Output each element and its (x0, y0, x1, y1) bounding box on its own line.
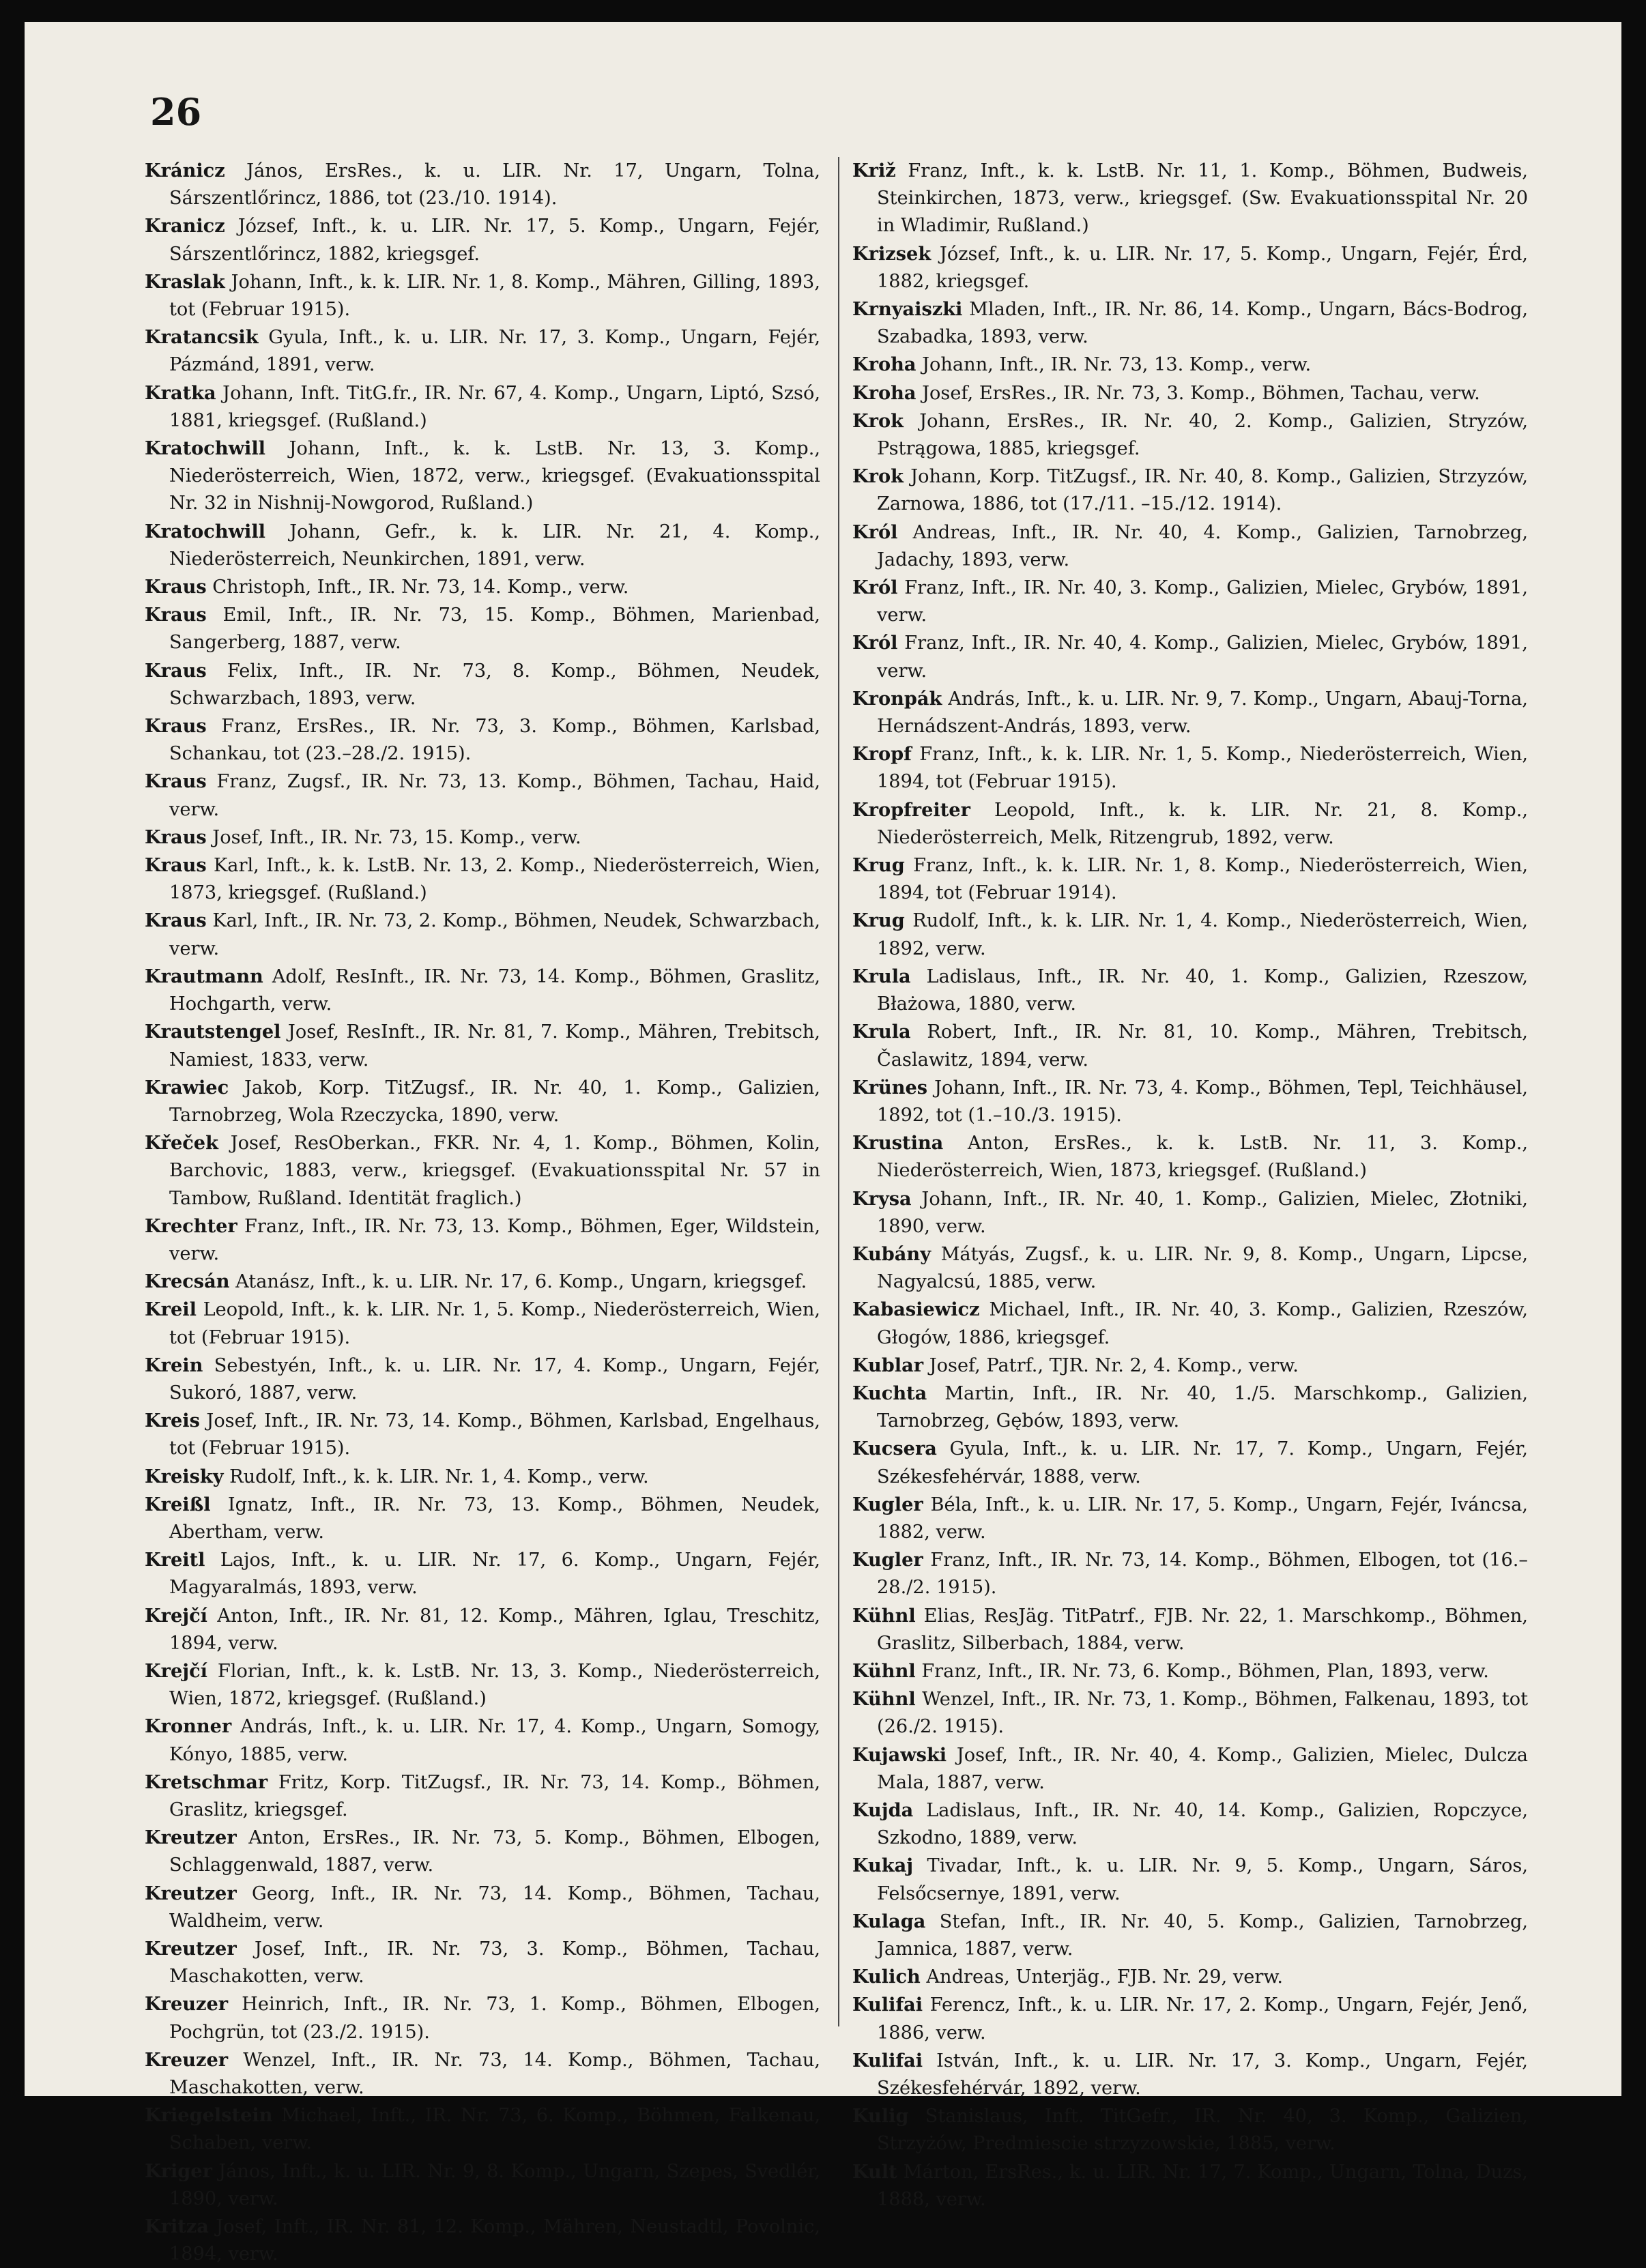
entry-surname: Krug (852, 854, 905, 877)
register-entry (145, 1129, 820, 1212)
register-entry (145, 2157, 820, 2213)
entry-details: István, Inft., k. u. LIR. Nr. 17, 3. Komp., Ungarn, Fejér, Székesfehérvár, 1892, verw. (877, 2050, 1528, 2099)
register-entry (852, 2158, 1528, 2213)
entry-details: Tivadar, Inft., k. u. LIR. Nr. 9, 5. Komp., Ungarn, Sáros, Felsőcsernye, 1891, verw. (877, 1855, 1528, 1904)
register-entry (145, 435, 820, 518)
register-entry (852, 963, 1528, 1018)
left-column (145, 157, 820, 2268)
register-entry (145, 2046, 820, 2102)
entry-details: János, ErsRes., k. u. LIR. Nr. 17, Ungarn, Tolna, Sárszentlőrincz, 1886, tot (23./10. 1914). (169, 160, 820, 209)
entry-details: Heinrich, Inft., IR. Nr. 73, 1. Komp., Böhmen, Elbogen, Pochgrün, tot (23./2. 1915). (169, 1994, 820, 2043)
entry-surname: Křeček (145, 1132, 218, 1154)
entry-details: Florian, Inft., k. k. LstB. Nr. 13, 3. Komp., Niederösterreich, Wien, 1872, kriegsgef. (Rußland.) (169, 1660, 820, 1710)
entry-details: Franz, Inft., IR. Nr. 40, 3. Komp., Galizien, Mielec, Grybów, 1891, verw. (877, 577, 1528, 626)
entry-details: Ignatz, Inft., IR. Nr. 73, 13. Komp., Böhmen, Neudek, Abertham, verw. (169, 1494, 820, 1543)
entry-details: Felix, Inft., IR. Nr. 73, 8. Komp., Böhmen, Neudek, Schwarzbach, 1893, verw. (169, 660, 820, 709)
entry-surname: Krustina (852, 1132, 944, 1154)
entry-details: Franz, Inft., k. k. LIR. Nr. 1, 8. Komp., Niederösterreich, Wien, 1894, tot (Februar 1914). (877, 855, 1528, 904)
entry-details: Jakob, Korp. TitZugsf., IR. Nr. 40, 1. Komp., Galizien, Tarnobrzeg, Wola Rzeczycka, 1890, verw. (169, 1077, 820, 1126)
register-entry (145, 1824, 820, 1879)
entry-details: Josef, Inft., IR. Nr. 81, 12. Komp., Mähren, Neustadtl, Povolnic, 1894, verw. (169, 2216, 820, 2265)
document-page (25, 22, 1621, 2265)
entry-surname: Kreisky (145, 1465, 224, 1487)
register-entry (145, 1463, 820, 1491)
entry-details: András, Inft., k. u. LIR. Nr. 9, 7. Komp., Ungarn, Abauj-Torna, Hernádszent-András, 1893, verw. (877, 688, 1528, 738)
entry-details: Wenzel, Inft., IR. Nr. 73, 1. Komp., Böhmen, Falkenau, 1893, tot (26./2. 1915). (877, 1689, 1528, 1738)
entry-surname: Krautstengel (145, 1021, 281, 1043)
entry-surname: Kraus (145, 854, 207, 877)
entry-details: Ladislaus, Inft., IR. Nr. 40, 14. Komp., Galizien, Ropczyce, Szkodno, 1889, verw. (877, 1799, 1528, 1849)
register-entry (852, 907, 1528, 962)
entry-surname: Kratochwill (145, 437, 265, 460)
entry-surname: Kroha (852, 381, 916, 404)
entry-details: Lajos, Inft., k. u. LIR. Nr. 17, 6. Komp., Ungarn, Fejér, Magyaralmás, 1893, verw. (169, 1550, 820, 1599)
entry-details: Josef, ErsRes., IR. Nr. 73, 3. Komp., Böhmen, Tachau, verw. (916, 382, 1480, 404)
register-entry (145, 1657, 820, 1713)
register-entry (852, 796, 1528, 852)
register-entry (852, 1602, 1528, 1657)
entry-details: Josef, ResOberkan., FKR. Nr. 4, 1. Komp., Böhmen, Kolin, Barchovic, 1883, verw., kriegsgef. (Evakuationsspital Nr. 57 in Tambow, Rußland. Identität fraglich.) (169, 1133, 820, 1209)
register-entry (852, 295, 1528, 351)
entry-surname: Kulich (852, 1966, 921, 1988)
entry-details: Johann, Inft., IR. Nr. 73, 4. Komp., Böhmen, Tepl, Teichhäusel, 1892, tot (1.–10./3. 1915). (877, 1077, 1528, 1126)
entry-surname: Krysa (852, 1187, 912, 1210)
register-entry (852, 685, 1528, 740)
register-entry (852, 1185, 1528, 1240)
entry-surname: Kropfreiter (852, 798, 970, 821)
right-column (852, 157, 1528, 2213)
entry-details: Karl, Inft., k. k. LstB. Nr. 13, 2. Komp., Niederösterreich, Wien, 1873, kriegsgef. (Rußland.) (169, 855, 820, 904)
entry-surname: Krejčí (145, 1659, 207, 1682)
register-entry (145, 268, 820, 323)
register-entry (145, 1407, 820, 1462)
register-entry (852, 2102, 1528, 2157)
register-entry (852, 379, 1528, 407)
entry-surname: Kublar (852, 1354, 924, 1376)
entry-surname: Kronpák (852, 687, 942, 710)
register-entry (852, 157, 1528, 240)
entry-surname: Kratochwill (145, 520, 265, 542)
register-entry (852, 1546, 1528, 1601)
entry-details: Anton, Inft., IR. Nr. 81, 12. Komp., Mähren, Iglau, Treschitz, 1894, verw. (169, 1605, 820, 1654)
entry-surname: Kreuzer (145, 2048, 229, 2071)
entry-details: Gyula, Inft., k. u. LIR. Nr. 17, 7. Komp., Ungarn, Fejér, Székesfehérvár, 1888, verw. (877, 1438, 1528, 1487)
register-entry (145, 601, 820, 656)
register-entry (852, 1296, 1528, 1351)
register-entry (145, 1602, 820, 1657)
entry-details: Johann, Inft. TitG.fr., IR. Nr. 67, 4. Komp., Ungarn, Liptó, Szsó, 1881, kriegsgef. (Rußland.) (169, 382, 820, 431)
entry-details: Márton, ErsRes., k. u. LIR. Nr. 17, 7. Komp., Ungarn, Tolna, Duzs, 1888, verw. (877, 2161, 1528, 2210)
entry-surname: Krok (852, 409, 904, 432)
register-entry (852, 463, 1528, 518)
register-entry (145, 768, 820, 823)
register-entry (145, 1074, 820, 1129)
entry-surname: Krula (852, 965, 911, 987)
register-entry (852, 240, 1528, 295)
entry-details: Franz, Inft., IR. Nr. 73, 6. Komp., Böhmen, Plan, 1893, verw. (915, 1660, 1489, 1682)
column-divider (838, 157, 839, 2026)
entry-surname: Kühnl (852, 1659, 916, 1682)
entry-details: Rudolf, Inft., k. k. LIR. Nr. 1, 4. Komp., verw. (223, 1466, 649, 1487)
entry-surname: Kühnl (852, 1604, 916, 1627)
register-entry (852, 852, 1528, 907)
entry-surname: Kulifai (852, 1994, 923, 2016)
register-entry (145, 323, 820, 379)
entry-surname: Kriger (145, 2160, 212, 2182)
entry-details: Christoph, Inft., IR. Nr. 73, 14. Komp., verw. (206, 577, 629, 598)
entry-details: Michael, Inft., IR. Nr. 40, 3. Komp., Galizien, Rzeszów, Głogów, 1886, kriegsgef. (877, 1299, 1528, 1348)
entry-surname: Kugler (852, 1549, 923, 1571)
entry-details: Fritz, Korp. TitZugsf., IR. Nr. 73, 14. Komp., Böhmen, Graslitz, kriegsgef. (169, 1771, 820, 1820)
register-entry (852, 1908, 1528, 1963)
entry-details: Andreas, Inft., IR. Nr. 40, 4. Komp., Galizien, Tarnobrzeg, Jadachy, 1893, verw. (877, 521, 1528, 570)
register-entry (852, 1240, 1528, 1296)
register-entry (145, 573, 820, 601)
register-entry (852, 629, 1528, 684)
register-entry (852, 1352, 1528, 1380)
entry-details: Johann, Inft., IR. Nr. 73, 13. Komp., verw. (916, 354, 1312, 376)
entry-surname: Kratka (145, 381, 216, 404)
entry-surname: Kraus (145, 604, 207, 626)
entry-details: Josef, Patrf., TJR. Nr. 2, 4. Komp., verw. (923, 1354, 1299, 1376)
entry-surname: Kriegelstein (145, 2104, 273, 2127)
entry-details: Franz, Inft., IR. Nr. 73, 13. Komp., Böhmen, Eger, Wildstein, verw. (169, 1215, 820, 1264)
register-entry (852, 1741, 1528, 1797)
register-entry (145, 1268, 820, 1296)
entry-details: Emil, Inft., IR. Nr. 73, 15. Komp., Böhmen, Marienbad, Sangerberg, 1887, verw. (169, 605, 820, 654)
entry-details: Johann, Inft., k. k. LIR. Nr. 1, 8. Komp., Mähren, Gilling, 1893, tot (Februar 1915). (169, 271, 820, 321)
entry-surname: Krünes (852, 1076, 928, 1099)
entry-surname: Kucsera (852, 1438, 937, 1460)
entry-details: Leopold, Inft., k. k. LIR. Nr. 1, 5. Komp., Niederösterreich, Wien, tot (Februar 1915). (169, 1299, 820, 1348)
register-entry (145, 212, 820, 267)
register-entry (145, 1935, 820, 1990)
entry-surname: Kreil (145, 1298, 197, 1321)
register-entry (852, 1797, 1528, 1852)
entry-details: József, Inft., k. u. LIR. Nr. 17, 5. Komp., Ungarn, Fejér, Sárszentlőrincz, 1882, kriegsgef. (169, 216, 820, 265)
register-entry (852, 2047, 1528, 2102)
register-entry (145, 1018, 820, 1073)
entry-surname: Kraslak (145, 270, 225, 293)
entry-details: Josef, Inft., IR. Nr. 73, 15. Komp., verw. (206, 826, 581, 848)
entry-surname: Kraus (145, 659, 207, 682)
entry-details: Martin, Inft., IR. Nr. 40, 1./5. Marschkomp., Galizien, Tarnobrzeg, Gębów, 1893, verw. (877, 1382, 1528, 1432)
entry-surname: Kretschmar (145, 1771, 268, 1793)
register-entry (145, 1990, 820, 2046)
entry-surname: Kabasiewicz (852, 1298, 980, 1321)
entry-surname: Kronner (145, 1715, 232, 1738)
entry-surname: Kraus (145, 770, 207, 793)
entry-surname: Kujda (852, 1799, 914, 1821)
entry-surname: Kreuzer (145, 1993, 229, 2016)
entry-details: Johann, Inft., IR. Nr. 40, 1. Komp., Galizien, Mielec, Złotniki, 1890, verw. (877, 1188, 1528, 1237)
entry-surname: Kuchta (852, 1382, 927, 1404)
register-entry (852, 1491, 1528, 1546)
register-entry (145, 1880, 820, 1935)
register-entry (145, 907, 820, 962)
entry-details: Franz, ErsRes., IR. Nr. 73, 3. Komp., Böhmen, Karlsbad, Schankau, tot (23.–28./2. 1915). (169, 716, 820, 765)
register-entry (852, 1685, 1528, 1741)
entry-details: Josef, ResInft., IR. Nr. 81, 7. Komp., Mähren, Trebitsch, Namiest, 1833, verw. (169, 1021, 820, 1071)
register-entry (145, 824, 820, 852)
entry-surname: Kühnl (852, 1688, 916, 1711)
entry-details: Josef, Inft., IR. Nr. 40, 4. Komp., Galizien, Mielec, Dulcza Mala, 1887, verw. (877, 1744, 1528, 1793)
entry-details: Josef, Inft., IR. Nr. 73, 14. Komp., Böhmen, Karlsbad, Engelhaus, tot (Februar 1915). (169, 1410, 820, 1459)
entry-surname: Kropf (852, 743, 912, 766)
entry-details: Franz, Inft., k. k. LstB. Nr. 11, 1. Komp., Böhmen, Budweis, Steinkirchen, 1873, verw., kriegsgef. (Sw. Evakuationsspital Nr. 20 in Wladimir, Rußland.) (877, 160, 1528, 237)
entry-surname: Krawiec (145, 1076, 229, 1099)
entry-details: Ferencz, Inft., k. u. LIR. Nr. 17, 2. Komp., Ungarn, Fejér, Jenő, 1886, verw. (877, 1994, 1528, 2044)
register-entry (852, 519, 1528, 574)
entry-details: Anton, ErsRes., k. k. LstB. Nr. 11, 3. Komp., Niederösterreich, Wien, 1873, kriegsgef. (Rußland.) (877, 1133, 1528, 1182)
register-entry (852, 1435, 1528, 1490)
entry-surname: Križ (852, 160, 896, 181)
entry-details: János, Inft., k. u. LIR. Nr. 9, 8. Komp., Ungarn, Szepes, Svedlér, 1890, verw. (169, 2160, 820, 2209)
entry-details: Mladen, Inft., IR. Nr. 86, 14. Komp., Ungarn, Bács-Bodrog, Szabadka, 1893, verw. (877, 299, 1528, 348)
entry-details: Stanislaus, Inft. TitGefr., IR. Nr. 40, 3. Komp., Galizien, Strzyżów, Predmiescie strzyzowskie, 1885, verw. (877, 2106, 1528, 2155)
entry-surname: Kreutzer (145, 1827, 237, 1849)
entry-details: Béla, Inft., k. u. LIR. Nr. 17, 5. Komp., Ungarn, Fejér, Iváncsa, 1882, verw. (877, 1494, 1528, 1543)
register-entry (852, 1074, 1528, 1129)
entry-surname: Krula (852, 1021, 911, 1043)
entry-surname: Krejčí (145, 1604, 207, 1627)
entry-surname: Kraus (145, 576, 207, 598)
entry-surname: Kubány (852, 1242, 931, 1265)
register-entry (145, 157, 820, 212)
entry-surname: Kranicz (145, 215, 225, 237)
register-entry (145, 1212, 820, 1268)
entry-details: Robert, Inft., IR. Nr. 81, 10. Komp., Mähren, Trebitsch, Časlawitz, 1894, verw. (877, 1021, 1528, 1071)
entry-surname: Kraus (145, 826, 207, 848)
entry-surname: Kulig (852, 2105, 909, 2127)
entry-surname: Kujawski (852, 1743, 947, 1766)
entry-details: Leopold, Inft., k. k. LIR. Nr. 21, 8. Komp., Niederösterreich, Melk, Ritzengrub, 1892, verw. (877, 799, 1528, 848)
entry-surname: Kroha (852, 353, 916, 376)
register-entry (145, 963, 820, 1018)
entry-surname: Krizsek (852, 242, 932, 265)
register-entry (852, 1852, 1528, 1907)
entry-details: Mátyás, Zugsf., k. u. LIR. Nr. 9, 8. Komp., Ungarn, Lipcse, Nagyalcsú, 1885, verw. (877, 1243, 1528, 1293)
register-entry (145, 379, 820, 435)
entry-surname: Krnyaiszki (852, 298, 963, 321)
register-entry (145, 1491, 820, 1546)
register-entry (852, 1380, 1528, 1435)
entry-details: Franz, Inft., IR. Nr. 40, 4. Komp., Galizien, Mielec, Grybów, 1891, verw. (877, 633, 1528, 682)
register-entry (145, 657, 820, 712)
entry-surname: Król (852, 632, 898, 654)
entry-details: Franz, Inft., k. k. LIR. Nr. 1, 5. Komp., Niederösterreich, Wien, 1894, tot (Februar 1915). (877, 744, 1528, 793)
entry-details: József, Inft., k. u. LIR. Nr. 17, 5. Komp., Ungarn, Fejér, Érd, 1882, kriegsgef. (877, 243, 1528, 292)
entry-details: Johann, ErsRes., IR. Nr. 40, 2. Komp., Galizien, Stryzów, Pstrągowa, 1885, kriegsgef. (877, 410, 1528, 460)
register-entry (145, 1352, 820, 1407)
entry-details: Atanász, Inft., k. u. LIR. Nr. 17, 6. Komp., Ungarn, kriegsgef. (229, 1271, 807, 1293)
register-entry (145, 1713, 820, 1768)
entry-surname: Kreitl (145, 1549, 205, 1571)
entry-surname: Kreis (145, 1410, 200, 1432)
entry-details: Gyula, Inft., k. u. LIR. Nr. 17, 3. Komp., Ungarn, Fejér, Pázmánd, 1891, verw. (169, 327, 820, 376)
page-number: 26 (150, 90, 202, 134)
entry-details: Karl, Inft., IR. Nr. 73, 2. Komp., Böhmen, Neudek, Schwarzbach, verw. (169, 910, 820, 959)
entry-surname: Król (852, 521, 898, 543)
entry-surname: Kulaga (852, 1910, 926, 1932)
entry-details: Johann, Inft., k. k. LstB. Nr. 13, 3. Komp., Niederösterreich, Wien, 1872, verw., kriegsgef. (Evakuationsspital Nr. 32 in Nishnij-Nowgorod, Rußland.) (169, 438, 820, 514)
entry-surname: Krautmann (145, 965, 263, 987)
entry-details: Ladislaus, Inft., IR. Nr. 40, 1. Komp., Galizien, Rzeszow, Błażowa, 1880, verw. (877, 965, 1528, 1015)
register-entry (145, 852, 820, 907)
entry-details: Josef, Inft., IR. Nr. 73, 3. Komp., Böhmen, Tachau, Maschakotten, verw. (169, 1938, 820, 1988)
register-entry (852, 1657, 1528, 1685)
entry-surname: Kreutzer (145, 1882, 237, 1904)
register-entry (145, 712, 820, 768)
register-entry (852, 1129, 1528, 1184)
register-entry (852, 1991, 1528, 2046)
entry-details: Michael, Inft., IR. Nr. 73, 6. Komp., Böhmen, Falkenau, Schaben, verw. (169, 2105, 820, 2154)
register-entry (145, 518, 820, 573)
entry-details: András, Inft., k. u. LIR. Nr. 17, 4. Komp., Ungarn, Somogy, Kónyo, 1885, verw. (169, 1716, 820, 1765)
entry-details: Adolf, ResInft., IR. Nr. 73, 14. Komp., Böhmen, Graslitz, Hochgarth, verw. (169, 965, 820, 1015)
entry-details: Elias, ResJäg. TitPatrf., FJB. Nr. 22, 1. Marschkomp., Böhmen, Graslitz, Silberbach, 1884, verw. (877, 1605, 1528, 1654)
entry-details: Johann, Korp. TitZugsf., IR. Nr. 40, 8. Komp., Galizien, Strzyzów, Zarnowa, 1886, tot (17./11. –15./12. 1914). (877, 466, 1528, 515)
entry-surname: Kraus (145, 910, 207, 932)
entry-details: Sebestyén, Inft., k. u. LIR. Nr. 17, 4. Komp., Ungarn, Fejér, Sukoró, 1887, verw. (169, 1354, 820, 1404)
entry-surname: Krechter (145, 1215, 237, 1237)
register-entry (145, 1296, 820, 1351)
entry-surname: Kult (852, 2160, 897, 2183)
register-entry (852, 351, 1528, 379)
register-entry (852, 1018, 1528, 1073)
entry-surname: Kratancsik (145, 326, 259, 349)
entry-details: Wenzel, Inft., IR. Nr. 73, 14. Komp., Böhmen, Tachau, Maschakotten, verw. (169, 2049, 820, 2099)
entry-details: Georg, Inft., IR. Nr. 73, 14. Komp., Böhmen, Tachau, Waldheim, verw. (169, 1882, 820, 1932)
entry-surname: Kreutzer (145, 1938, 237, 1960)
register-entry (852, 740, 1528, 796)
entry-details: Johann, Gefr., k. k. LIR. Nr. 21, 4. Komp., Niederösterreich, Neunkirchen, 1891, verw. (169, 521, 820, 570)
entry-details: Stefan, Inft., IR. Nr. 40, 5. Komp., Galizien, Tarnobrzeg, Jamnica, 1887, verw. (877, 1910, 1528, 1960)
entry-surname: Kránicz (145, 160, 225, 181)
register-entry (145, 2102, 820, 2157)
entry-details: Franz, Zugsf., IR. Nr. 73, 13. Komp., Böhmen, Tachau, Haid, verw. (169, 771, 820, 820)
entry-details: Anton, ErsRes., IR. Nr. 73, 5. Komp., Böhmen, Elbogen, Schlaggenwald, 1887, verw. (169, 1827, 820, 1876)
entry-details: Andreas, Unterjäg., FJB. Nr. 29, verw. (920, 1966, 1284, 1988)
entry-surname: Kritza (145, 2215, 209, 2238)
register-entry (145, 2213, 820, 2268)
entry-surname: Krecsán (145, 1270, 230, 1293)
entry-details: Rudolf, Inft., k. k. LIR. Nr. 1, 4. Komp., Niederösterreich, Wien, 1892, verw. (877, 910, 1528, 959)
entry-surname: Kukaj (852, 1855, 914, 1877)
entry-surname: Krug (852, 910, 905, 932)
register-entry (145, 1546, 820, 1601)
entry-surname: Kulifai (852, 2049, 923, 2071)
register-entry (852, 574, 1528, 629)
entry-surname: Krok (852, 465, 904, 488)
entry-surname: Kugler (852, 1493, 923, 1515)
entry-details: Franz, Inft., IR. Nr. 73, 14. Komp., Böhmen, Elbogen, tot (16.–28./2. 1915). (877, 1550, 1528, 1599)
register-entry (852, 1963, 1528, 1991)
register-entry (145, 1769, 820, 1824)
entry-surname: Krein (145, 1354, 203, 1376)
register-entry (852, 407, 1528, 463)
entry-surname: Kraus (145, 715, 207, 738)
entry-surname: Król (852, 577, 898, 599)
entry-surname: Kreißl (145, 1493, 211, 1515)
